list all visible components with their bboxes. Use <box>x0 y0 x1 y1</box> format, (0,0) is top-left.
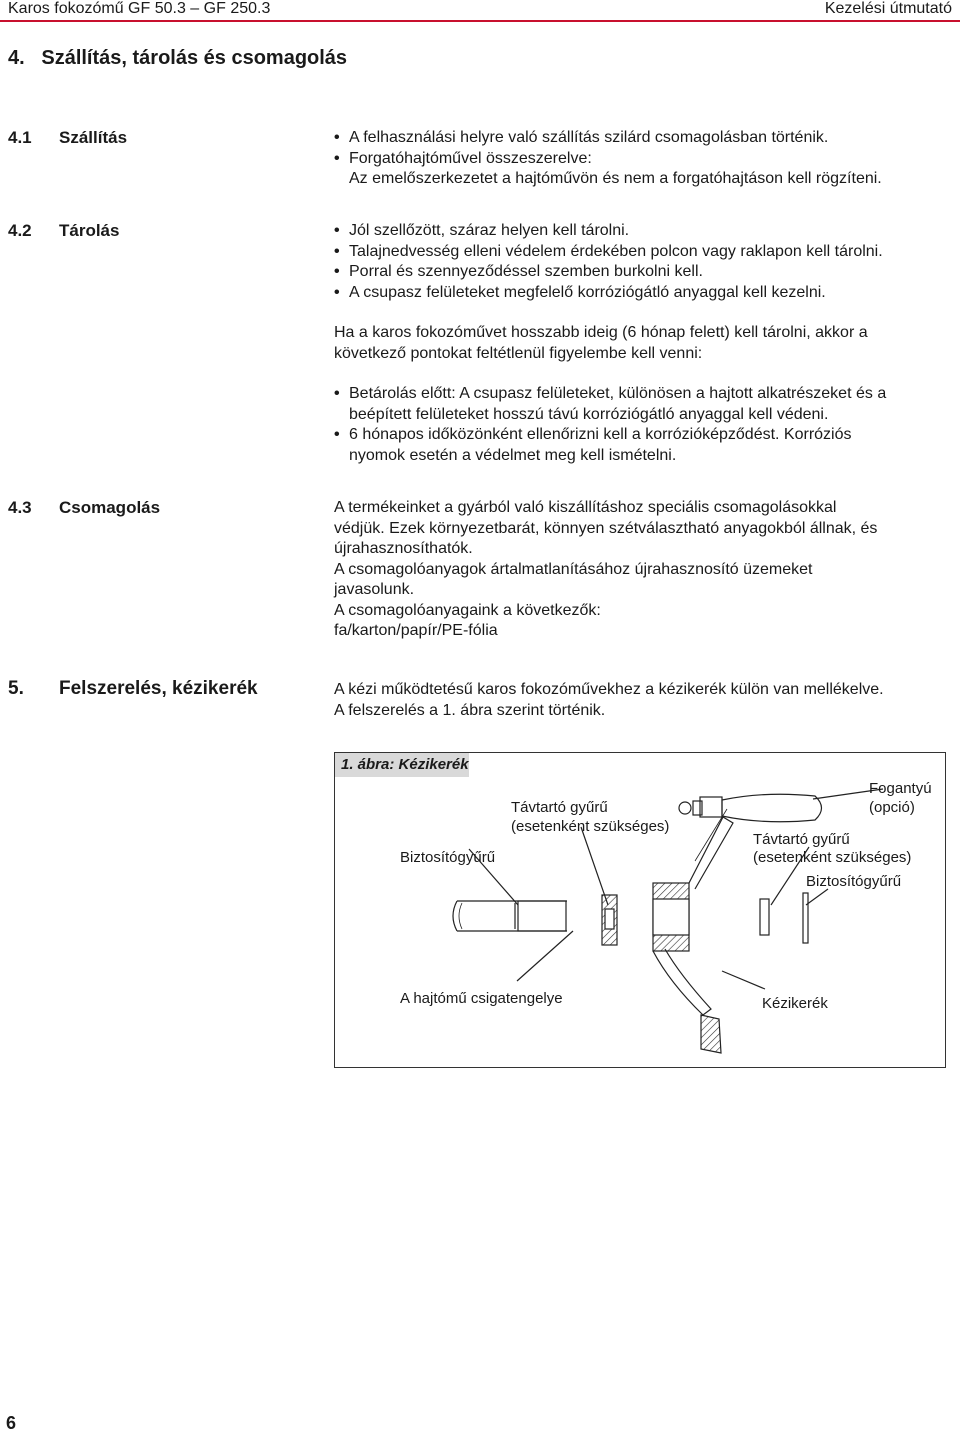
section-4-3-body <box>334 498 954 642</box>
section-4-2-paragraph <box>334 323 954 364</box>
chapter-5-number: 5. <box>8 678 24 699</box>
chapter-4-title: 4. Szállítás, tárolás és csomagolás <box>8 47 348 69</box>
paragraph-line: A csomagolóanyagok ártalmatlanításához újrahasznosító üzemeket <box>334 560 813 578</box>
handwheel-drawing <box>335 753 945 1067</box>
list-item: • Talajnedvesség elleni védelem érdekében polcon vagy raklapon kell tárolni. <box>334 242 954 263</box>
section-4-2-number: 4.2 <box>8 221 32 240</box>
section-4-3-number: 4.3 <box>8 498 32 517</box>
paragraph-line: A felszerelés a 1. ábra szerint történik. <box>334 701 606 719</box>
list-item-continuation: nyomok esetén a védelmet meg kell ismételni. <box>349 446 677 464</box>
label-spacer-ring-right: Távtartó gyűrű <box>753 831 850 848</box>
paragraph-line: A csomagolóanyagaink a következők: <box>334 601 601 619</box>
header-rule <box>0 20 960 22</box>
label-snap-ring-left: Biztosítógyűrű <box>400 849 496 866</box>
list-item: • Jól szellőzött, száraz helyen kell tárolni. <box>334 221 954 242</box>
chapter-5-body <box>334 680 954 721</box>
header-doc-type: Kezelési útmutató <box>824 0 952 17</box>
label-worm-shaft: A hajtómű csigatengelye <box>400 990 563 1007</box>
figure-caption: 1. ábra: Kézikerék <box>335 753 469 777</box>
label-spacer-ring-right-note: (esetenként szükséges) <box>753 849 912 866</box>
paragraph-line: fa/karton/papír/PE-fólia <box>334 622 498 639</box>
label-snap-ring-right: Biztosítógyűrű <box>806 873 902 890</box>
paragraph-line: újrahasznosíthatók. <box>334 540 473 557</box>
list-item: • Forgatóhajtóművel összeszerelve: <box>334 149 954 170</box>
section-4-3-title: Csomagolás <box>59 498 161 517</box>
list-item-continuation: Az emelőszerkezetet a hajtóművön és nem a forgatóhajtáson kell rögzíteni. <box>349 170 882 187</box>
paragraph-line: következő pontokat feltétlenül figyelembe kell venni: <box>334 344 703 362</box>
section-4-2-list <box>334 221 954 303</box>
chapter-5-title: Felszerelés, kézikerék <box>59 678 258 699</box>
label-handle-optional: (opció) <box>869 799 915 816</box>
label-handle: Fogantyú <box>869 780 932 797</box>
section-4-1-number: 4.1 <box>8 128 32 147</box>
label-spacer-ring-left: Távtartó gyűrű <box>511 799 608 816</box>
paragraph-line: védjük. Ezek környezetbarát, könnyen szétválasztható anyagokból állnak, és <box>334 519 878 537</box>
figure-handwheel <box>334 752 946 1068</box>
label-handwheel: Kézikerék <box>762 995 828 1012</box>
paragraph-line: A kézi működtetésű karos fokozóművekhez a kézikerék külön van mellékelve. <box>334 681 884 698</box>
section-4-2-title: Tárolás <box>59 221 120 240</box>
header-product-title: Karos fokozómű GF 50.3 – GF 250.3 <box>8 0 271 17</box>
list-item: • 6 hónapos időközönként ellenőrizni kell a korrózióképződést. Korróziós <box>334 425 954 446</box>
list-item: • A csupasz felületeket megfelelő korróziógátló anyaggal kell kezelni. <box>334 283 954 304</box>
list-item: • A felhasználási helyre való szállítás szilárd csomagolásban történik. <box>334 128 954 149</box>
paragraph-line: javasolunk. <box>334 581 415 598</box>
label-spacer-ring-left-note: (esetenként szükséges) <box>511 818 670 835</box>
paragraph-line: Ha a karos fokozóművet hosszabb ideig (6 hónap felett) kell tárolni, akkor a <box>334 324 868 341</box>
list-item: • Porral és szennyeződéssel szemben burkolni kell. <box>334 262 954 283</box>
section-4-1-title: Szállítás <box>59 128 128 147</box>
list-item-continuation: beépített felületeket hosszú távú korróziógátló anyaggal kell védeni. <box>349 405 829 423</box>
section-4-1-body <box>334 128 954 190</box>
page-number: 6 <box>6 1413 17 1433</box>
paragraph-line: A termékeinket a gyárból való kiszállításhoz speciális csomagolásokkal <box>334 499 837 516</box>
list-item: • Betárolás előtt: A csupasz felületeket, különösen a hajtott alkatrészeket és a <box>334 384 954 405</box>
page-header <box>0 0 960 24</box>
section-4-2-long-list <box>334 384 954 466</box>
